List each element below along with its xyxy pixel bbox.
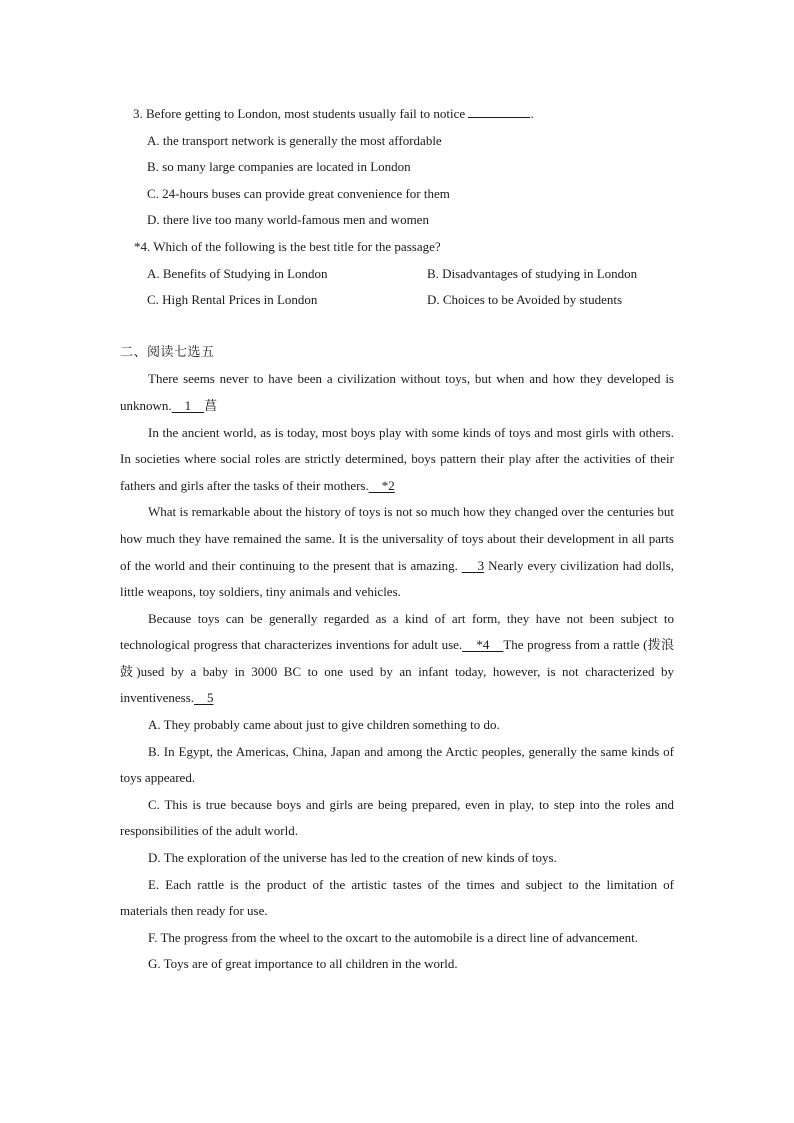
passage-paragraph-3: What is remarkable about the history of toys is not so much how they changed over the centuries but how much they have remained the same. It is the universality of toys about their development in all parts of the world and their continuing to the present that is amazing. 3 Nearly every civilization had dolls, little weapons, toy soldiers, tiny animals and vehicles. bbox=[120, 504, 674, 600]
question-4-options-row-2 bbox=[120, 287, 674, 314]
choice-a: A. They probably came about just to give children something to do. bbox=[148, 717, 500, 733]
choice-f: F. The progress from the wheel to the oxcart to the automobile is a direct line of advancement. bbox=[148, 929, 639, 945]
gap-4: *4 bbox=[462, 637, 504, 653]
choice-b: B. In Egypt, the Americas, China, Japan and among the Arctic peoples, generally the same kinds of toys appeared. bbox=[120, 743, 674, 786]
passage-paragraph-1: There seems never to have been a civilization without toys, but when and how they developed is unknown. 1 菖 bbox=[120, 371, 674, 413]
gap-5: 5 bbox=[194, 690, 214, 706]
question-3-option-b: B. so many large companies are located in London bbox=[147, 159, 411, 175]
question-4-stem: *4. Which of the following is the best title for the passage? bbox=[134, 238, 441, 254]
question-4-option-a: A. Benefits of Studying in London bbox=[147, 265, 328, 281]
passage-paragraph-4: Because toys can be generally regarded as a kind of art form, they have not been subject to technological progress that characterizes inventions for adult use. *4 The progress from a rattle (拨浪鼓)used by a baby in 3000 BC to one used by an infant today, however, is not characterized by inventiveness. 5 bbox=[120, 610, 675, 706]
question-4-option-c: C. High Rental Prices in London bbox=[147, 292, 318, 308]
document-page bbox=[120, 101, 674, 978]
choice-d: D. The exploration of the universe has led to the creation of new kinds of toys. bbox=[148, 850, 557, 866]
choice-e: E. Each rattle is the product of the artistic tastes of the times and subject to the limitation of materials then ready for use. bbox=[120, 876, 674, 919]
question-3-option-a: A. the transport network is generally the most affordable bbox=[147, 132, 442, 148]
choice-c: C. This is true because boys and girls are being prepared, even in play, to step into the roles and responsibilities of the adult world. bbox=[120, 796, 674, 839]
question-4-option-d: D. Choices to be Avoided by students bbox=[427, 292, 623, 308]
question-3-option-c: C. 24-hours buses can provide great convenience for them bbox=[147, 185, 450, 201]
section-title: 二、阅读七选五 bbox=[120, 344, 215, 360]
question-4-option-b: B. Disadvantages of studying in London bbox=[427, 265, 638, 281]
gap-2: *2 bbox=[368, 477, 395, 493]
choice-g: G. Toys are of great importance to all children in the world. bbox=[148, 956, 458, 972]
answer-blank bbox=[468, 103, 530, 118]
question-4-options-row-1 bbox=[120, 261, 674, 288]
gap-3: 3 bbox=[461, 557, 485, 573]
passage-paragraph-2: In the ancient world, as is today, most boys play with some kinds of toys and most girls with others. In societies where social roles are strictly determined, boys pattern their play after the activities of their fathers and girls after the tasks of their mothers. *2 bbox=[120, 424, 674, 493]
gap-1: 1 bbox=[171, 397, 205, 413]
question-3-stem: 3. Before getting to London, most students usually fail to notice . bbox=[120, 101, 674, 128]
question-3-option-d: D. there live too many world-famous men and women bbox=[147, 212, 429, 228]
